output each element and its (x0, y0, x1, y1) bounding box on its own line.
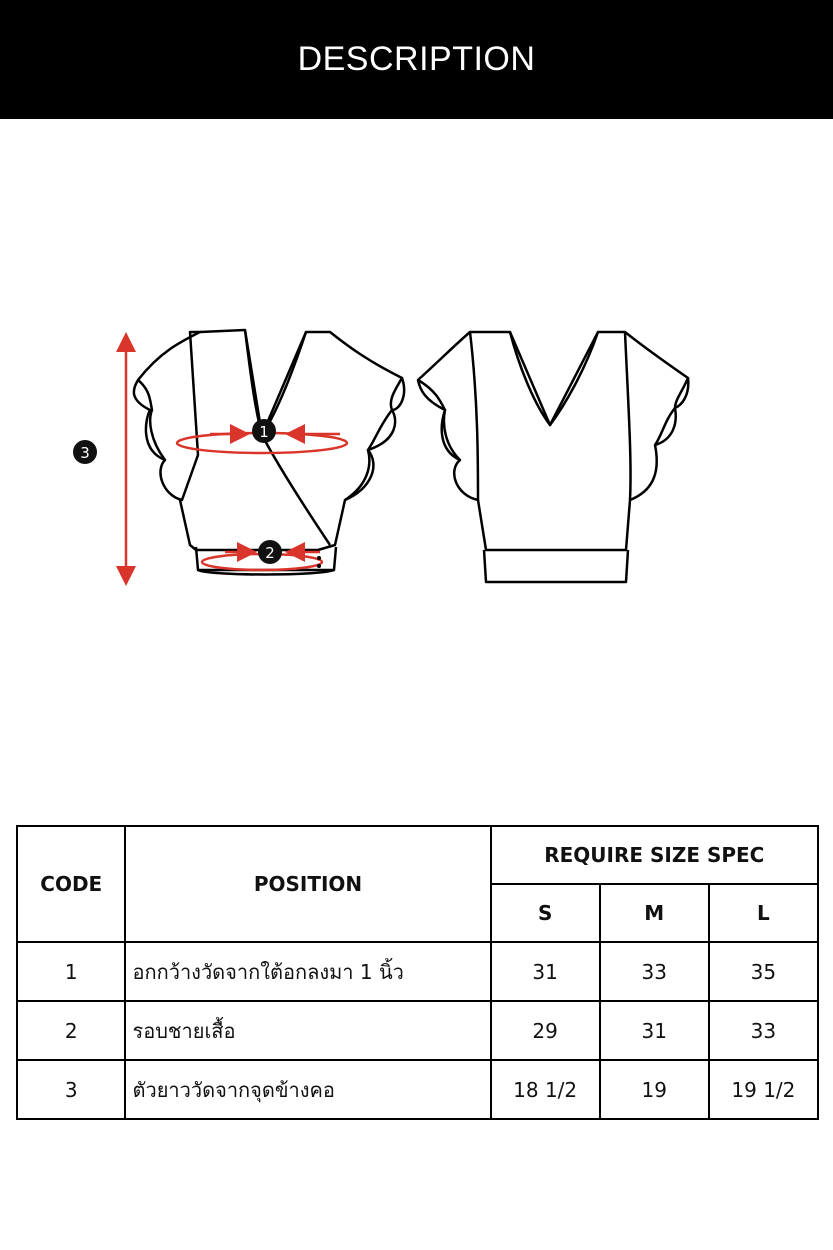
button-dot (317, 564, 321, 568)
garment-drawing (0, 300, 833, 620)
size-spec-table (16, 825, 819, 1120)
marker-2 (258, 540, 282, 564)
code-header: CODE (17, 826, 125, 942)
row-position: อกกว้างวัดจากใต้อกลงมา 1 นิ้ว (125, 942, 490, 1001)
back-view (418, 332, 688, 582)
row-code: 2 (17, 1001, 125, 1060)
position-header: POSITION (125, 826, 490, 942)
row-size-l: 19 1/2 (709, 1060, 818, 1119)
svg-text:2: 2 (265, 544, 275, 562)
row-size-m: 31 (600, 1001, 709, 1060)
row-size-m: 33 (600, 942, 709, 1001)
svg-text:1: 1 (259, 423, 269, 441)
page-title: DESCRIPTION (297, 40, 536, 78)
row-size-s: 18 1/2 (491, 1060, 600, 1119)
row-code: 3 (17, 1060, 125, 1119)
spec-header: REQUIRE SIZE SPEC (491, 826, 818, 884)
measurement-lines (116, 332, 347, 586)
marker-3 (73, 440, 97, 464)
row-size-s: 31 (491, 942, 600, 1001)
size-header-m: M (600, 884, 709, 942)
row-size-l: 35 (709, 942, 818, 1001)
row-code: 1 (17, 942, 125, 1001)
row-position: รอบชายเสื้อ (125, 1001, 490, 1060)
svg-text:3: 3 (80, 444, 90, 462)
row-size-s: 29 (491, 1001, 600, 1060)
row-position: ตัวยาววัดจากจุดข้างคอ (125, 1060, 490, 1119)
row-size-l: 33 (709, 1001, 818, 1060)
garment-diagram (0, 300, 833, 620)
size-header-l: L (709, 884, 818, 942)
header-bar (0, 0, 833, 119)
table-row (17, 942, 818, 1001)
table-row (17, 1001, 818, 1060)
size-header-s: S (491, 884, 600, 942)
marker-1 (252, 419, 276, 443)
row-size-m: 19 (600, 1060, 709, 1119)
button-dot (317, 556, 321, 560)
table-row (17, 1060, 818, 1119)
